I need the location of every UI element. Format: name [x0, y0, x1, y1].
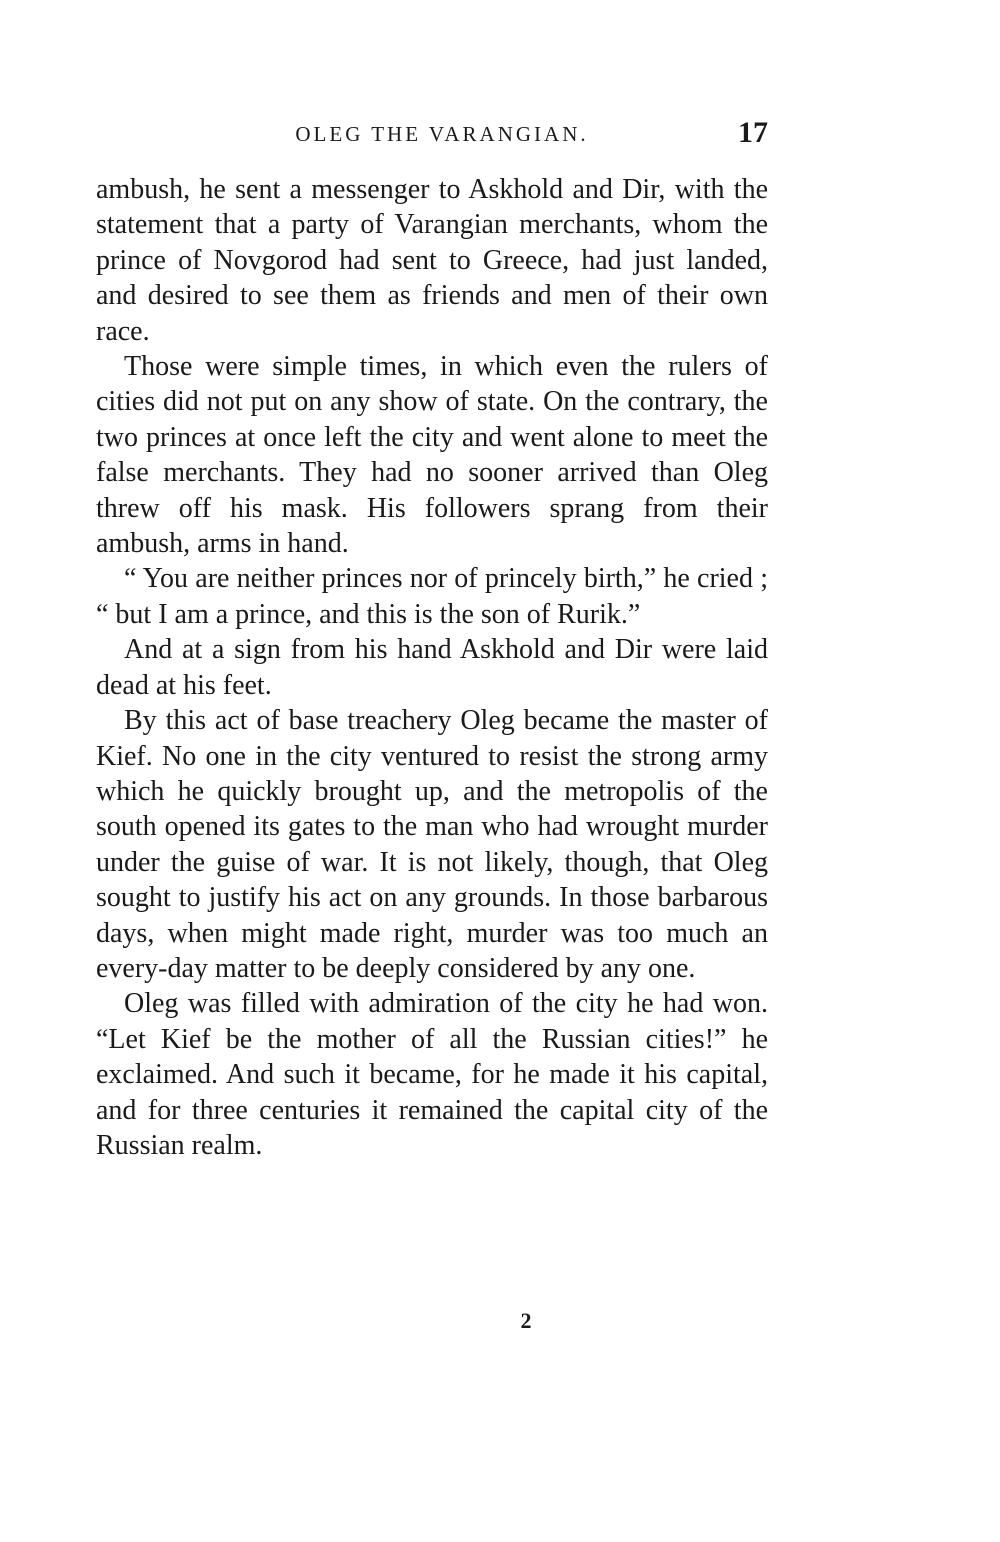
page-number: 17 [738, 116, 768, 149]
signature-mark: 2 [520, 1308, 532, 1333]
paragraph: ambush, he sent a messenger to Askhold and Dir, with the statement that a party of Varangian merchants, whom the prince of Novgorod had sent to Greece, had just landed, and desired to see them as friends and men of their own race. [96, 174, 768, 347]
paragraph: Oleg was filled with admiration of the city he had won. “Let Kief be the mother of all the Russian cities!” he exclaimed. And such it became, for he made it his capital, and for three centuries it remained the capital city of the Russian realm. [96, 988, 768, 1161]
paragraph: And at a sign from his hand Askhold and Dir were laid dead at his feet. [96, 634, 768, 701]
running-head [96, 118, 768, 158]
paragraph: “ You are neither princes nor of princely birth,” he cried ; “ but I am a prince, and this is the son of Rurik.” [96, 563, 768, 630]
paragraph: By this act of base treachery Oleg became the master of Kief. No one in the city ventured to resist the strong army which he quickly brought up, and the metropolis of the south opened its gates to the man who had wrought murder under the guise of war. It is not likely, though, that Oleg sought to justify his act on any grounds. In those barbarous days, when might made right, murder was too much an every-day matter to be deeply considered by any one. [96, 705, 768, 984]
paragraph: Those were simple times, in which even the rulers of cities did not put on any show of state. On the contrary, the two princes at once left the city and went alone to meet the false merchants. They had no sooner arrived than Oleg threw off his mask. His followers sprang from their ambush, arms in hand. [96, 351, 768, 560]
running-title: OLEG THE VARANGIAN. [295, 122, 589, 146]
body-text [96, 172, 768, 1163]
